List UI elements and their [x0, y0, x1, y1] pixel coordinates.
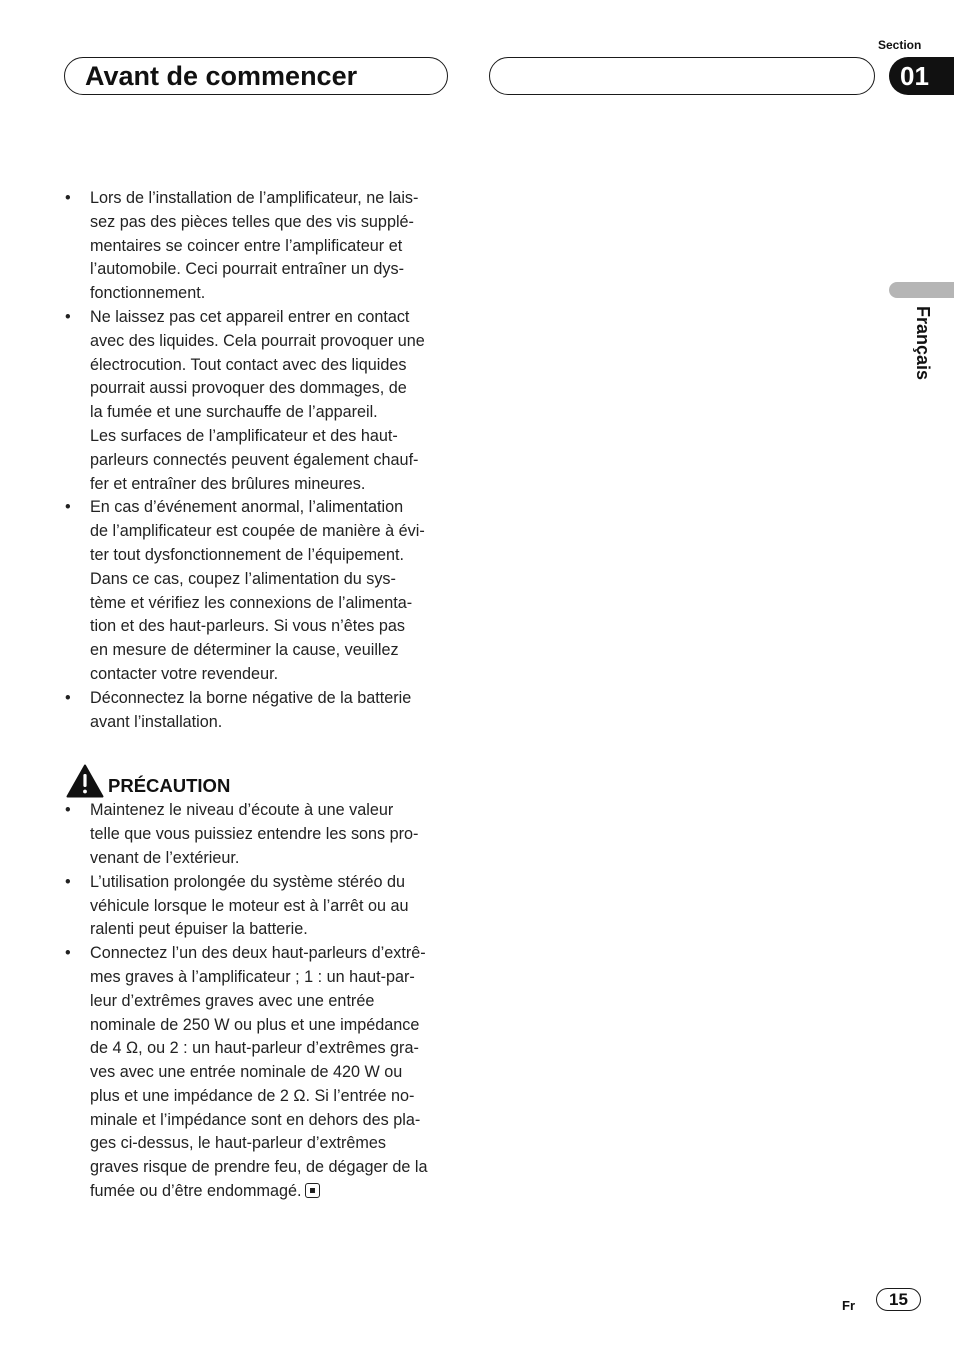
text-line: parleurs connectés peuvent également chauf-	[90, 450, 419, 469]
text-line: Ne laissez pas cet appareil entrer en contact	[90, 307, 410, 326]
text-line: Connectez l’un des deux haut-parleurs d’extrê-	[90, 944, 426, 963]
text-line: mes graves à l’amplificateur ; 1 : un haut-par-	[90, 967, 415, 986]
text-line: pourrait aussi provoquer des dommages, de	[90, 379, 407, 398]
language-tab-label: Français	[913, 306, 933, 381]
text-line: avec des liquides. Cela pourrait provoquer une	[90, 331, 425, 350]
section-number: 01	[900, 61, 929, 91]
text-line: Les surfaces de l’amplificateur et des haut-	[90, 426, 398, 445]
bullet-dot: •	[65, 307, 71, 326]
text-line: de l’amplificateur est coupée de manière à évi-	[90, 522, 425, 541]
page-number-box	[876, 1288, 921, 1311]
text-line: nominale de 250 W ou plus et une impédance	[90, 1015, 420, 1034]
list-item	[64, 942, 456, 1204]
text-line: électrocution. Tout contact avec des liquides	[90, 355, 407, 374]
text-line-last	[90, 1180, 456, 1204]
list-item	[64, 496, 456, 686]
text-line: l’automobile. Ceci pourrait entraîner un dys-	[90, 260, 405, 279]
text-line: de 4 Ω, ou 2 : un haut-parleur d’extrêmes gra-	[90, 1039, 419, 1058]
bullet-dot: •	[65, 801, 71, 820]
section-badge	[889, 57, 954, 95]
list-item	[64, 687, 456, 735]
language-code: Fr	[842, 1298, 855, 1313]
end-mark-icon	[305, 1183, 320, 1198]
section-label: Section	[878, 38, 922, 52]
text-line: Dans ce cas, coupez l’alimentation du sys-	[90, 569, 396, 588]
bullet-dot: •	[65, 688, 71, 707]
caution-heading	[64, 773, 456, 799]
text-line: venant de l’extérieur.	[90, 848, 240, 867]
bullet-dot: •	[65, 872, 71, 891]
text-line: ves avec une entrée nominale de 420 W ou	[90, 1063, 403, 1082]
warning-icon	[66, 764, 104, 798]
text-line: ges ci-dessus, le haut-parleur d’extrêmes	[90, 1134, 387, 1153]
page-title: Avant de commencer	[85, 61, 358, 91]
list-item	[64, 799, 456, 870]
list-item	[64, 871, 456, 942]
page-number: 15	[889, 1290, 908, 1309]
text-line: mentaires se coincer entre l’amplificateur et	[90, 236, 403, 255]
header-empty-box	[489, 57, 875, 95]
page-title-box	[64, 57, 448, 95]
text-line: plus et une impédance de 2 Ω. Si l’entrée no-	[90, 1086, 415, 1105]
text-line: tème et vérifiez les connexions de l’alimenta-	[90, 593, 413, 612]
main-content	[64, 187, 456, 1204]
text-line: Déconnectez la borne négative de la batterie	[90, 688, 412, 707]
text-line: graves risque de prendre feu, de dégager de la	[90, 1158, 428, 1177]
bullet-dot: •	[65, 189, 71, 207]
text-line: minale et l’impédance sont en dehors des pla-	[90, 1110, 421, 1129]
text-line: avant l’installation.	[90, 712, 223, 731]
text-line: contacter votre revendeur.	[90, 664, 279, 683]
text-line: leur d’extrêmes graves avec une entrée	[90, 991, 375, 1010]
text-line: En cas d’événement anormal, l’alimentation	[90, 498, 404, 517]
text-line: fonctionnement.	[90, 284, 206, 303]
text-line: tion et des haut-parleurs. Si vous n’êtes pas	[90, 617, 405, 636]
caution-title: PRÉCAUTION	[108, 775, 231, 797]
bullet-list	[64, 187, 456, 734]
text-line: L’utilisation prolongée du système stéréo du	[90, 872, 405, 891]
list-item	[64, 306, 456, 496]
language-tab-bar	[889, 282, 954, 298]
bullet-dot: •	[65, 498, 71, 517]
text-line: Lors de l’installation de l’amplificateur, ne lais-	[90, 189, 419, 207]
text-line: fumée ou d’être endommagé.	[90, 1182, 302, 1201]
caution-list	[64, 799, 456, 1204]
text-line: ter tout dysfonctionnement de l’équipement.	[90, 545, 405, 564]
text-line: véhicule lorsque le moteur est à l’arrêt ou au	[90, 896, 409, 915]
text-line: ralenti peut épuiser la batterie.	[90, 920, 308, 939]
text-line: telle que vous puissiez entendre les sons pro-	[90, 825, 419, 844]
text-line: fer et entraîner des brûlures mineures.	[90, 474, 366, 493]
text-line: sez pas des pièces telles que des vis supplé-	[90, 212, 414, 231]
text-line: en mesure de déterminer la cause, veuillez	[90, 641, 399, 660]
text-line: la fumée et une surchauffe de l’appareil.	[90, 403, 378, 422]
bullet-dot: •	[65, 944, 71, 963]
list-item	[64, 187, 456, 306]
text-line: Maintenez le niveau d’écoute à une valeur	[90, 801, 394, 820]
